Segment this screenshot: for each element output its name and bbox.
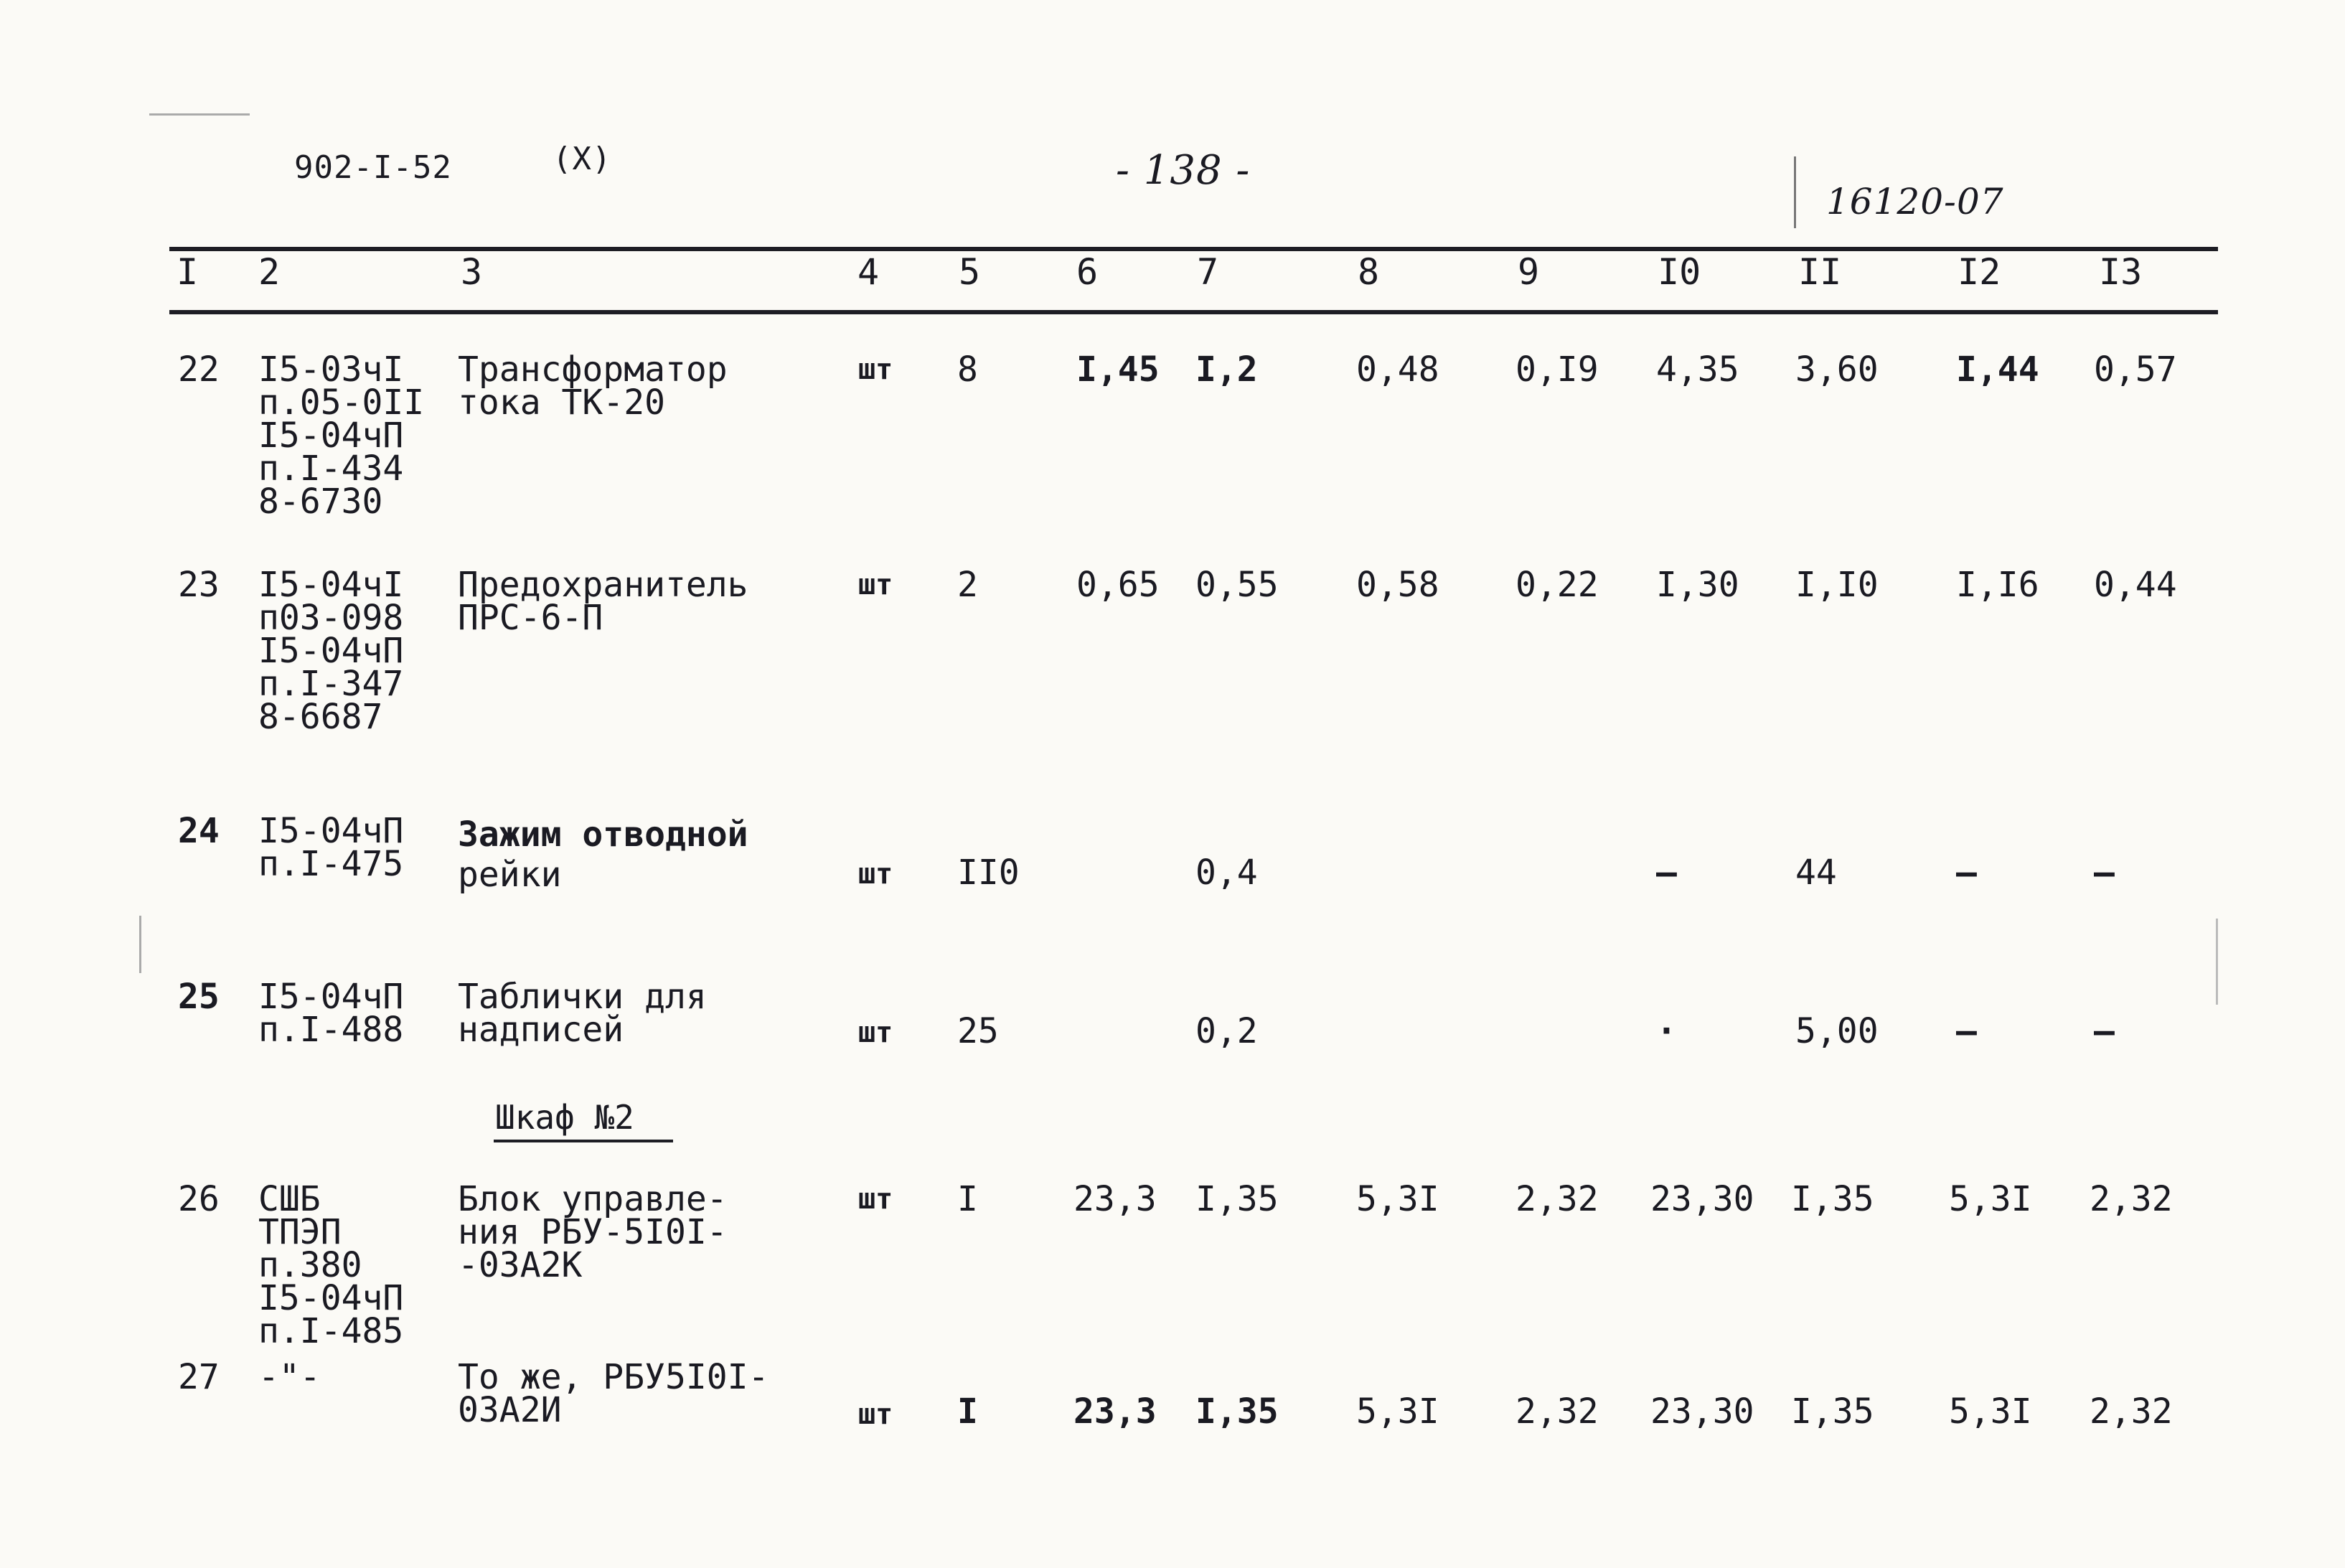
col10-cell: – [1656,853,1677,893]
col10-cell: 23,30 [1650,1391,1754,1432]
unit-cell: шт [858,353,893,386]
archive-number: 16120-07 [1826,181,2004,222]
reference-line: п.05-0II [258,382,425,423]
col-head-9: 9 [1518,251,1540,293]
col8-cell: 5,3I [1356,1391,1439,1432]
reference-line: п.I-485 [258,1311,404,1351]
col13-cell: 2,32 [2090,1391,2173,1432]
col8-cell: 0,58 [1356,565,1439,605]
col13-cell: 0,57 [2094,349,2177,390]
item-name-line: ния РБУ-5I0I- [458,1212,728,1252]
unit-cell: шт [858,568,893,601]
reference-line: п03-098 [258,598,404,638]
scan-mark [139,916,141,973]
item-name-line: рейки [458,855,562,895]
col13-cell: 2,32 [2090,1179,2173,1219]
item-name-line: надписей [458,1010,624,1050]
row-number: 26 [178,1179,220,1219]
item-name-line: Предохранитель [458,565,748,605]
col-head-13: I3 [2099,251,2143,293]
col11-cell: 5,00 [1795,1011,1879,1051]
scan-mark [2216,919,2218,1005]
item-name-line: Таблички для [458,977,707,1017]
reference-line: I5-04чП [258,811,404,851]
col13-cell: – [2094,1011,2115,1051]
reference-line: 8-6687 [258,697,383,737]
col11-cell: 44 [1795,853,1837,893]
col7-cell: 0,2 [1195,1011,1258,1051]
col12-cell: I,44 [1956,349,2039,390]
reference-line: I5-04чП [258,631,404,671]
col6-cell: 23,3 [1073,1179,1157,1219]
reference-line: п.I-347 [258,664,404,704]
qty-cell: 25 [957,1011,999,1051]
unit-cell: шт [858,1016,893,1049]
col11-cell: I,I0 [1795,565,1879,605]
item-name [458,814,831,895]
col-head-5: 5 [959,251,981,293]
reference-line: п.I-488 [258,1010,404,1050]
col-head-1: I [177,251,199,293]
col12-cell: 5,3I [1949,1391,2032,1432]
col-head-2: 2 [258,251,281,293]
reference-line: I5-03чI [258,349,404,390]
col11-cell: I,35 [1791,1391,1874,1432]
qty-cell: I [957,1391,978,1432]
reference-cell [258,565,431,737]
reference-cell [258,811,431,884]
item-name-line: -03А2К [458,1245,583,1285]
qty-cell: II0 [957,853,1020,893]
col8-cell: 5,3I [1356,1179,1439,1219]
page-number: - 138 - [1116,147,1251,194]
col9-cell: 2,32 [1515,1391,1599,1432]
col12-cell: – [1956,853,1977,893]
scan-mark [149,113,250,116]
row-number: 22 [178,349,220,390]
qty-cell: 2 [957,565,978,605]
col7-cell: I,35 [1195,1179,1279,1219]
reference-line: ТПЭП [258,1212,342,1252]
reference-cell [258,1179,431,1351]
col-head-10: I0 [1658,251,1701,293]
row-number: 23 [178,565,220,605]
item-name-line: Зажим отводной [458,814,748,855]
col-head-3: 3 [461,251,483,293]
qty-cell: 8 [957,349,978,390]
col-head-12: I2 [1958,251,2001,293]
item-name-line: ПРС-6-П [458,598,603,638]
col8-cell: 0,48 [1356,349,1439,390]
header-bottom-rule [169,310,2218,314]
item-name-line: 03А2И [458,1390,562,1430]
row-number: 25 [178,977,220,1017]
unit-cell: шт [858,1398,893,1431]
col13-cell: 0,44 [2094,565,2177,605]
item-name [458,977,831,1050]
section-title: Шкаф №2 [494,1098,673,1142]
reference-line: I5-04чI [258,565,404,605]
row-number: 27 [178,1357,220,1397]
reference-line: I5-04чП [258,416,404,456]
col12-cell: 5,3I [1949,1179,2032,1219]
item-name-line: То же, РБУ5I0I- [458,1357,769,1397]
reference-line: СШБ [258,1179,321,1219]
unit-cell: шт [858,1183,893,1216]
col12-cell: I,I6 [1956,565,2039,605]
item-name [458,1357,860,1430]
reference-line: п.380 [258,1245,362,1285]
col-head-4: 4 [857,251,880,293]
col7-cell: I,2 [1195,349,1258,390]
doc-mark: (X) [553,141,612,177]
reference-line: п.I-434 [258,449,404,489]
col9-cell: 0,I9 [1515,349,1599,390]
col10-cell: 4,35 [1656,349,1739,390]
archive-separator [1794,156,1796,228]
col-head-7: 7 [1197,251,1219,293]
col7-cell: I,35 [1195,1391,1279,1432]
doc-code: 902-I-52 [294,149,452,186]
reference-line: 8-6730 [258,482,383,522]
col11-cell: I,35 [1791,1179,1874,1219]
col10-cell: · [1656,1011,1677,1051]
item-name-line: Блок управле- [458,1179,728,1219]
reference-cell [258,1357,431,1397]
reference-line: -"- [258,1357,321,1397]
col9-cell: 0,22 [1515,565,1599,605]
reference-cell [258,349,431,522]
col12-cell: – [1956,1011,1977,1051]
item-name [458,1179,831,1285]
col6-cell: 0,65 [1076,565,1160,605]
col11-cell: 3,60 [1795,349,1879,390]
col-head-8: 8 [1358,251,1380,293]
item-name-line: тока ТК-20 [458,382,665,423]
col7-cell: 0,55 [1195,565,1279,605]
reference-line: п.I-475 [258,844,404,884]
col10-cell: I,30 [1656,565,1739,605]
col10-cell: 23,30 [1650,1179,1754,1219]
col6-cell: 23,3 [1073,1391,1157,1432]
item-name [458,349,831,423]
reference-cell [258,977,431,1050]
reference-line: I5-04чП [258,977,404,1017]
reference-line: I5-04чП [258,1278,404,1318]
col9-cell: 2,32 [1515,1179,1599,1219]
col6-cell: I,45 [1076,349,1160,390]
col7-cell: 0,4 [1195,853,1258,893]
item-name [458,565,831,638]
unit-cell: шт [858,858,893,891]
col-head-11: II [1798,251,1842,293]
qty-cell: I [957,1179,978,1219]
item-name-line: Трансформатор [458,349,728,390]
col13-cell: – [2094,853,2115,893]
col-head-6: 6 [1076,251,1099,293]
row-number: 24 [178,811,220,851]
